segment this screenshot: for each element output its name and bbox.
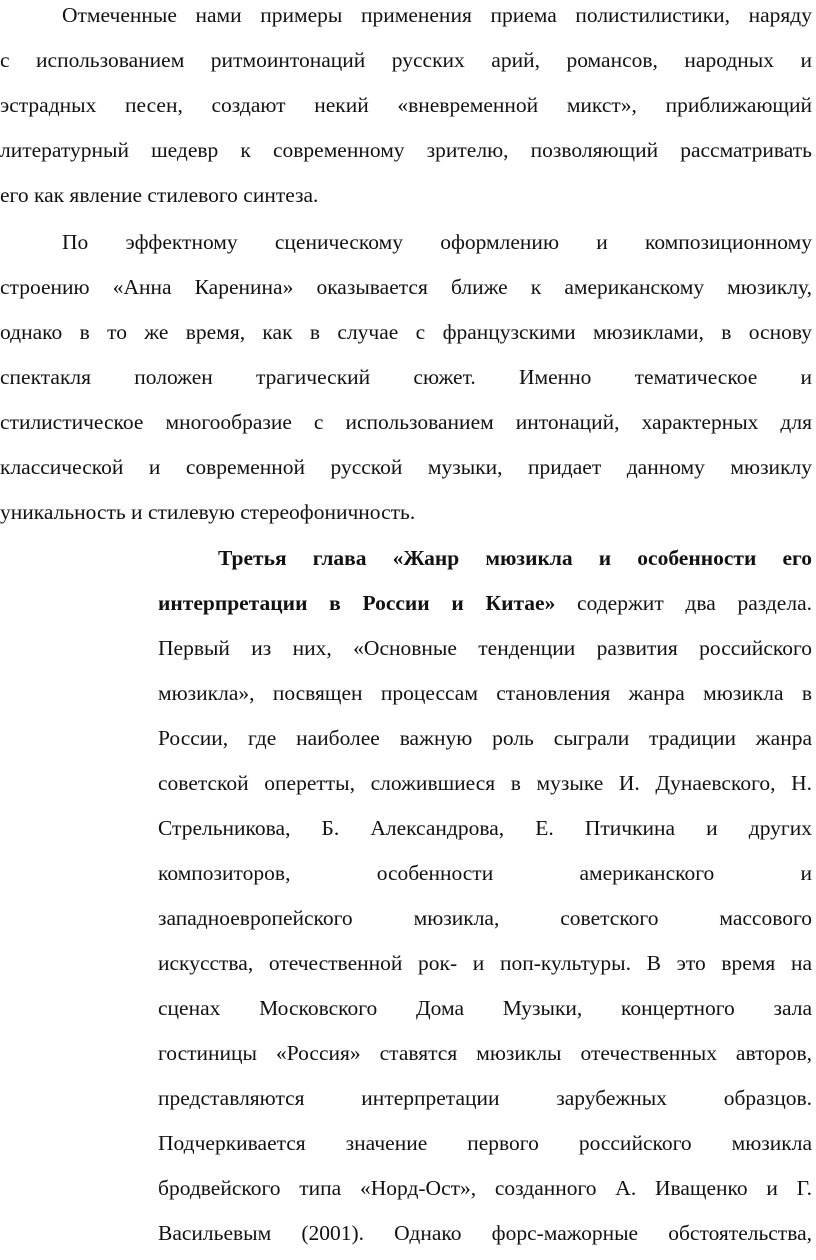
- p1-line-5: его как явление стилевого синтеза.: [0, 183, 319, 207]
- p3-line-10: искусства, отечественной рок- и поп-культуры. В это время на: [158, 951, 812, 975]
- p2-line-1: По эффектному сценическому оформлению и композиционному: [62, 230, 812, 254]
- p3-line-16: Васильевым (2001). Однако форс-мажорные обстоятельства,: [158, 1221, 812, 1245]
- p3-line-14: Подчеркивается значение первого российского мюзикла: [158, 1131, 812, 1155]
- p3-heading-line-1: [218, 543, 812, 573]
- p3-line-6: советской оперетты, сложившиеся в музыке И. Дунаевского, Н.: [158, 771, 812, 795]
- chapter-heading-part-1: Третья глава «Жанр мюзикла и особенности его: [218, 546, 812, 570]
- p3-line-7: Стрельникова, Б. Александрова, Е. Птичкина и других: [158, 816, 812, 840]
- p3-line-8: композиторов, особенности американского и: [158, 861, 812, 885]
- chapter-heading-part-2: интерпретации в России и Китае»: [158, 591, 556, 615]
- p3-line-2-rest: содержит два раздела.: [555, 591, 812, 615]
- p3-line-15: бродвейского типа «Норд-Ост», созданного А. Иващенко и Г.: [158, 1176, 812, 1200]
- p2-line-7: уникальность и стилевую стереофоничность.: [0, 500, 416, 524]
- p2-line-5: стилистическое многообразие с использованием интонаций, характерных для: [0, 410, 812, 434]
- p2-line-4: спектакля положен трагический сюжет. Именно тематическое и: [0, 365, 812, 389]
- p3-line-5: России, где наиболее важную роль сыграли традиции жанра: [158, 726, 812, 750]
- p2-line-3: однако в то же время, как в случае с французскими мюзиклами, в основу: [0, 320, 812, 344]
- p2-line-2: строению «Анна Каренина» оказывается ближе к американскому мюзиклу,: [0, 275, 812, 299]
- p3-line-4: мюзикла», посвящен процессам становления жанра мюзикла в: [158, 681, 812, 705]
- p1-line-1: Отмеченные нами примеры применения приема полистилистики, наряду: [62, 3, 812, 27]
- p3-line-9: западноевропейского мюзикла, советского массового: [158, 906, 812, 930]
- p3-line-2: [158, 588, 812, 618]
- p1-line-4: литературный шедевр к современному зрителю, позволяющий рассматривать: [0, 138, 812, 162]
- p3-line-3: Первый из них, «Основные тенденции развития российского: [158, 636, 812, 660]
- p2-line-6: классической и современной русской музыки, придает данному мюзиклу: [0, 455, 812, 479]
- p3-line-13: представляются интерпретации зарубежных образцов.: [158, 1086, 812, 1110]
- p3-line-11: сценах Московского Дома Музыки, концертного зала: [158, 996, 812, 1020]
- p1-line-2: с использованием ритмоинтонаций русских арий, романсов, народных и: [0, 48, 812, 72]
- p3-line-12: гостиницы «Россия» ставятся мюзиклы отечественных авторов,: [158, 1041, 812, 1065]
- p1-line-3: эстрадных песен, создают некий «вневременной микст», приближающий: [0, 93, 812, 117]
